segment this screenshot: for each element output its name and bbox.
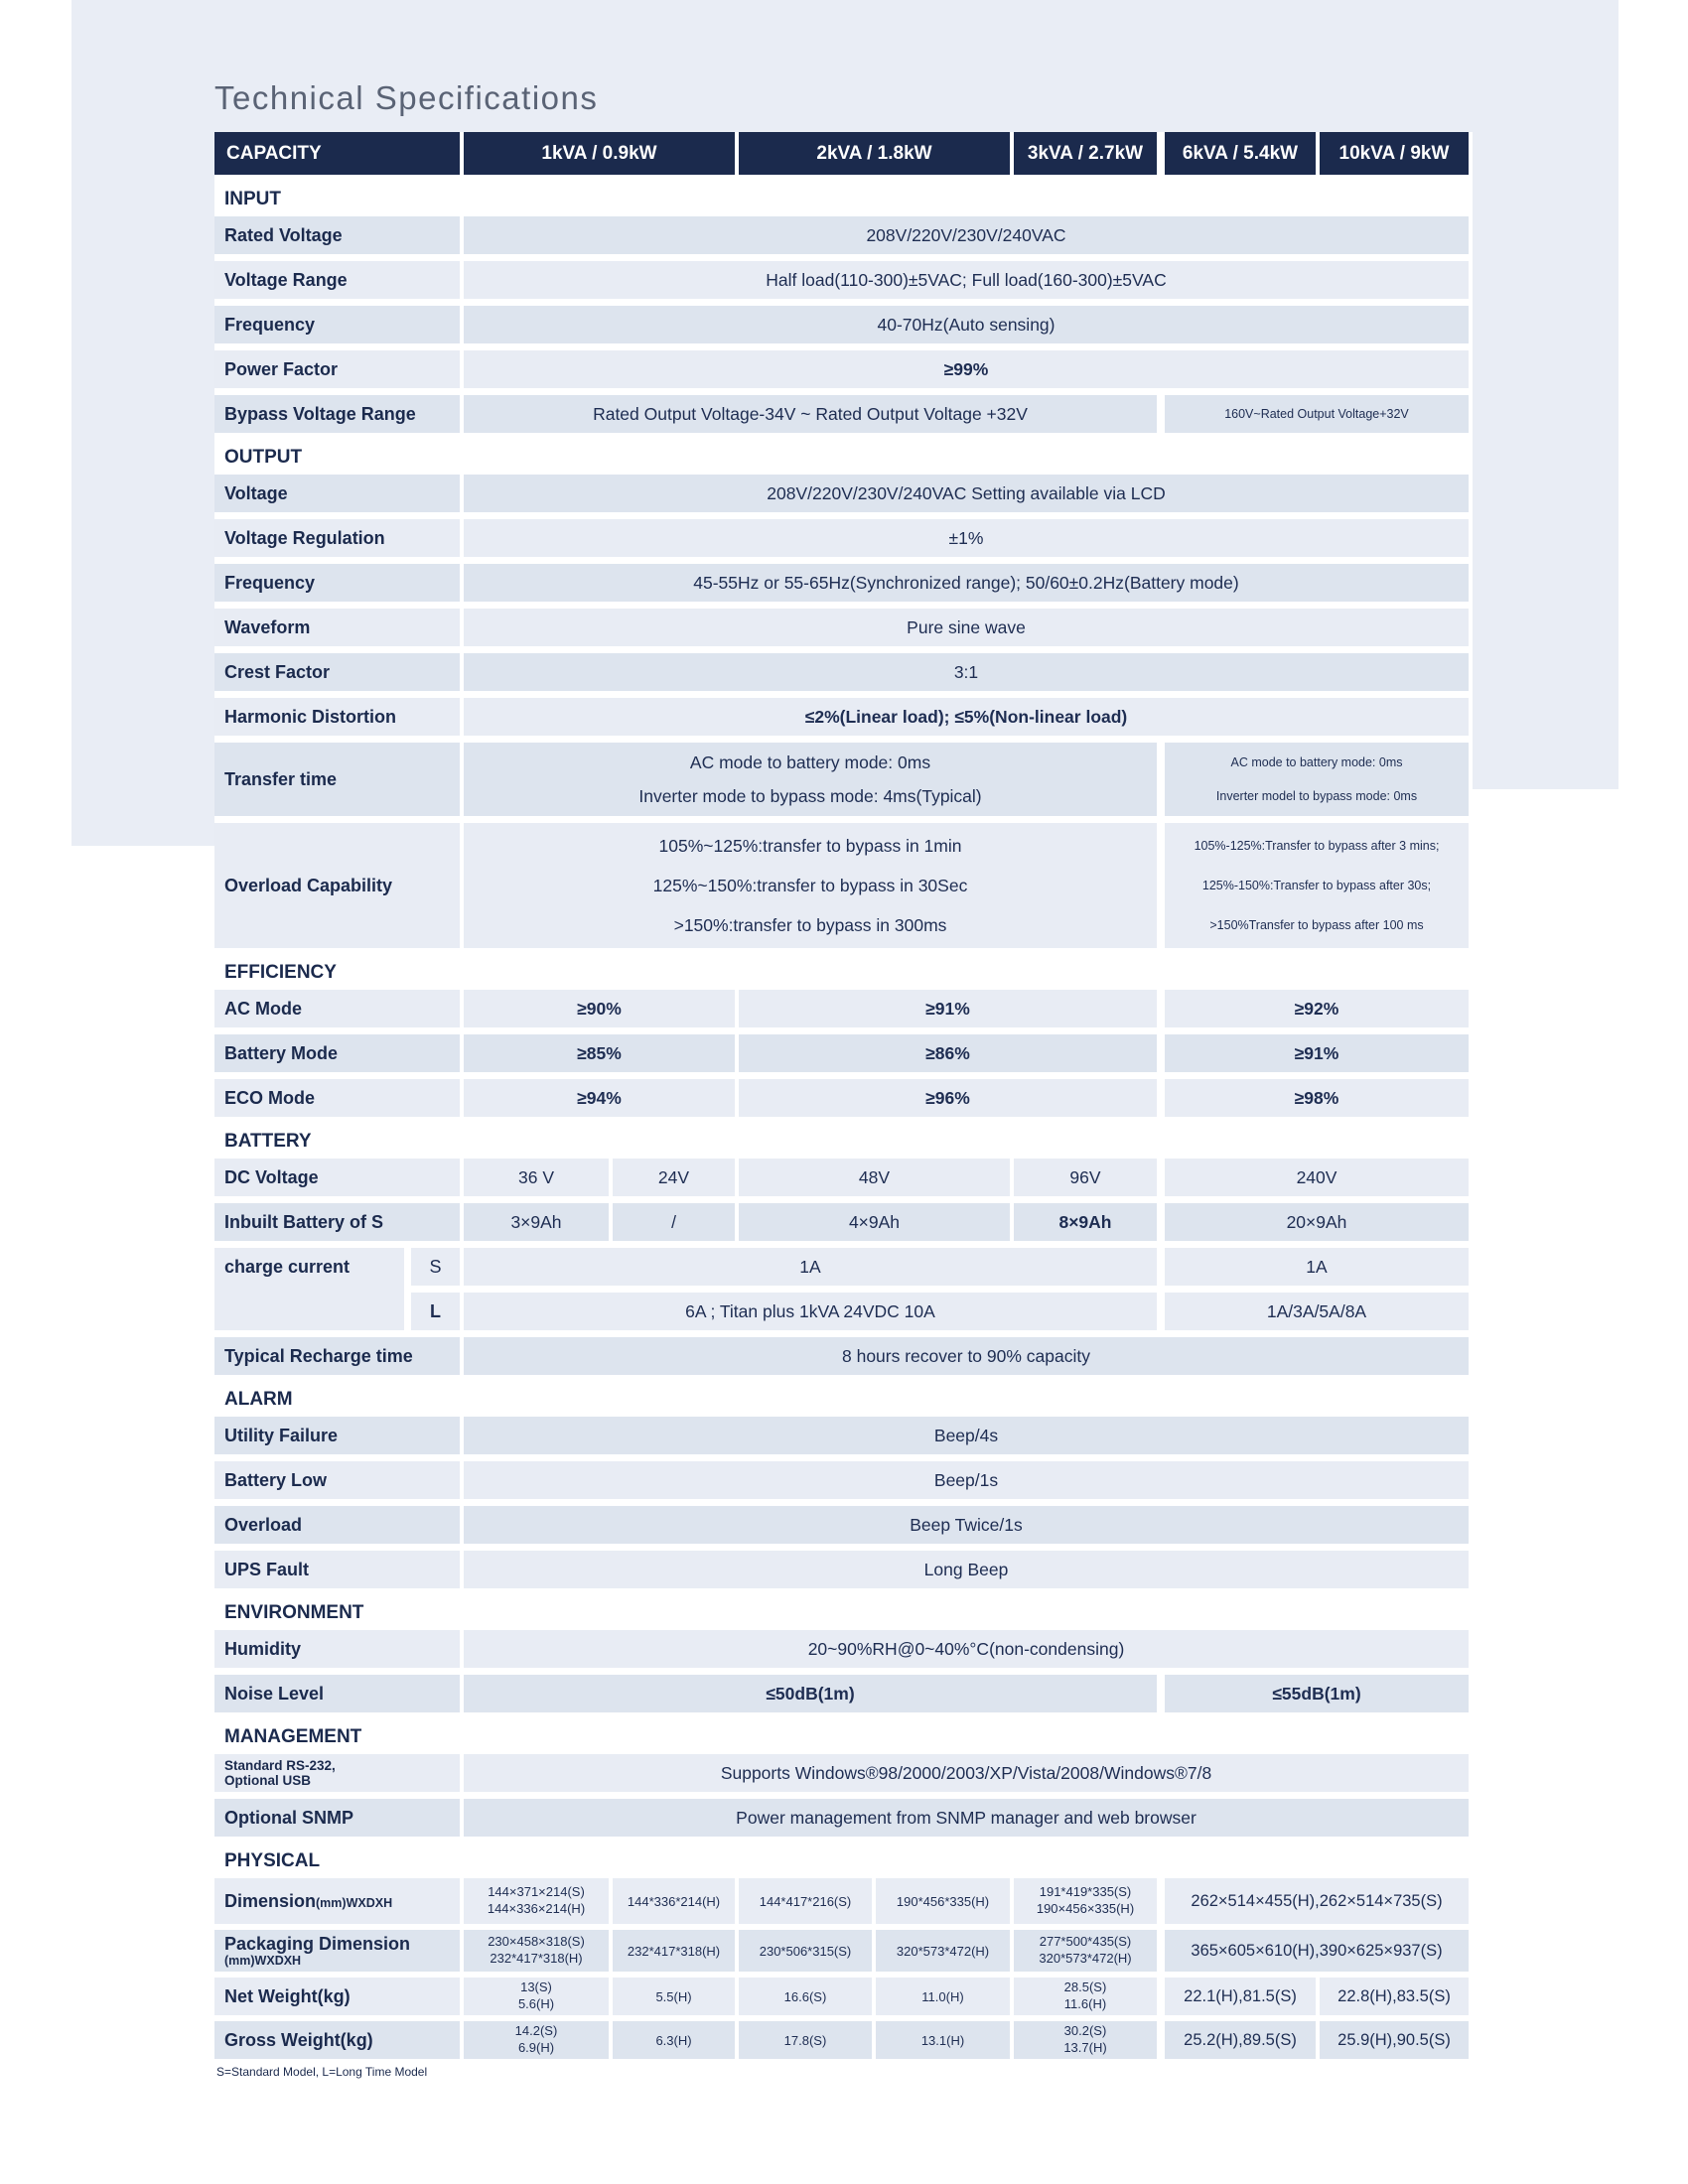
model-header-cell: 6kVA / 5.4kW xyxy=(1165,132,1316,175)
cell-line: 144×336×214(H) xyxy=(487,1901,586,1916)
row-label-text: Overload xyxy=(224,1514,303,1535)
section-title: ALARM xyxy=(224,1389,293,1410)
cell-line: 105%~125%:transfer to bypass in 1min xyxy=(658,835,962,856)
cell-value: 48V xyxy=(739,1159,1010,1196)
cell-value: 3:1 xyxy=(464,653,1469,691)
row-label-text: Harmonic Distortion xyxy=(224,706,397,727)
row-label-text: Overload Capability xyxy=(224,875,393,895)
cell-value: / xyxy=(613,1203,735,1241)
spec-row xyxy=(214,1506,1473,1544)
row-label-wrap xyxy=(224,707,396,727)
row-label-wrap xyxy=(224,1808,353,1828)
row-label-text: Net Weight(kg) xyxy=(224,1985,351,2006)
section-title: MANAGEMENT xyxy=(224,1726,362,1747)
spec-row xyxy=(214,743,1473,816)
spec-row xyxy=(214,1630,1473,1668)
row-label-text: Optional SNMP xyxy=(224,1807,353,1828)
section-title: PHYSICAL xyxy=(224,1850,321,1871)
row-label xyxy=(214,306,460,343)
cell-value: 3×9Ah xyxy=(464,1203,609,1241)
row-label xyxy=(214,261,460,299)
row-label-line xyxy=(224,1934,410,1954)
cell-value: ≥85% xyxy=(464,1034,735,1072)
cell-value xyxy=(1014,1930,1157,1972)
cell-line: 191*419*335(S) xyxy=(1039,1884,1132,1900)
cell-value: ≤55dB(1m) xyxy=(1165,1675,1469,1712)
row-label xyxy=(214,823,460,948)
cell-value: ≥92% xyxy=(1165,990,1469,1027)
cell-value xyxy=(1014,1878,1157,1924)
spec-row xyxy=(214,1754,1473,1792)
cell-value xyxy=(464,743,1157,816)
cell-line: 6.9(H) xyxy=(517,2040,555,2055)
row-label-wrap xyxy=(224,1684,324,1704)
row-label-line xyxy=(224,270,348,290)
cell-value: 20~90%RH@0~40%°C(non-condensing) xyxy=(464,1630,1469,1668)
spec-row xyxy=(214,306,1473,343)
cell-value: 36 V xyxy=(464,1159,609,1196)
row-label-line xyxy=(224,707,396,727)
cell-line: 277*500*435(S) xyxy=(1039,1934,1132,1950)
cell-value: Supports Windows®98/2000/2003/XP/Vista/2008/Windows®7/8 xyxy=(464,1754,1469,1792)
cell-value xyxy=(1165,823,1469,948)
row-label-wrap xyxy=(224,225,343,245)
cell-value: Power management from SNMP manager and web browser xyxy=(464,1799,1469,1837)
cell-value xyxy=(464,1978,609,2015)
row-label-wrap xyxy=(224,1639,301,1659)
cell-line: 105%-125%:Transfer to bypass after 3 mins; xyxy=(1194,839,1440,853)
spec-row xyxy=(214,1978,1473,2015)
cell-line: 232*417*318(H) xyxy=(490,1951,583,1966)
cell-line: AC mode to battery mode: 0ms xyxy=(1230,755,1403,769)
row-label-wrap xyxy=(224,662,330,682)
row-label-text: Inbuilt Battery of S xyxy=(224,1211,384,1232)
row-label-line xyxy=(224,1986,351,2006)
row-label-wrap xyxy=(224,2030,373,2050)
row-label-text: Waveform xyxy=(224,616,311,637)
spec-row xyxy=(214,1159,1473,1196)
row-label xyxy=(214,1630,460,1668)
cell-value: 96V xyxy=(1014,1159,1157,1196)
spec-row xyxy=(214,2021,1473,2059)
model-header-cell: 3kVA / 2.7kW xyxy=(1014,132,1157,175)
spec-row xyxy=(214,261,1473,299)
cell-line: 190×456×335(H) xyxy=(1036,1901,1135,1916)
section-title: EFFICIENCY xyxy=(224,962,337,983)
row-label-line xyxy=(224,1167,319,1187)
row-label xyxy=(214,609,460,646)
row-label-text: ECO Mode xyxy=(224,1087,316,1108)
cell-value: ≤2%(Linear load); ≤5%(Non-linear load) xyxy=(464,698,1469,736)
row-label xyxy=(214,743,460,816)
cell-line: 28.5(S) xyxy=(1063,1979,1107,1995)
row-label-text: Humidity xyxy=(224,1638,302,1659)
row-label xyxy=(214,1417,460,1454)
row-label-wrap xyxy=(224,1758,336,1788)
row-label-wrap xyxy=(224,1470,327,1490)
row-label xyxy=(214,1551,460,1588)
row-label-line xyxy=(224,483,288,503)
row-label-wrap xyxy=(224,573,315,593)
row-label-text: Power Factor xyxy=(224,358,339,379)
row-label-line xyxy=(224,769,337,789)
row-label-wrap xyxy=(224,769,337,789)
section-title: INPUT xyxy=(224,189,281,209)
row-label xyxy=(214,216,460,254)
spec-row xyxy=(214,653,1473,691)
row-label xyxy=(214,1799,460,1837)
row-label xyxy=(214,1675,460,1712)
cell-value xyxy=(464,2021,609,2059)
row-label-text: Rated Voltage xyxy=(224,224,343,245)
row-label xyxy=(214,990,460,1027)
row-label xyxy=(214,1506,460,1544)
row-label xyxy=(214,1878,460,1924)
cell-value: 160V~Rated Output Voltage+32V xyxy=(1165,395,1469,433)
spec-row xyxy=(214,1079,1473,1117)
row-label-line xyxy=(224,1515,302,1535)
cell-line: 13(S) xyxy=(520,1979,552,1995)
spec-row xyxy=(214,1799,1473,1837)
row-label-wrap xyxy=(224,617,310,637)
spec-row xyxy=(214,823,1473,948)
cell-line: 125%~150%:transfer to bypass in 30Sec xyxy=(652,875,968,895)
row-label-wrap xyxy=(224,483,288,503)
row-label-line xyxy=(224,1043,338,1063)
row-label xyxy=(214,1159,460,1196)
row-label-text: Voltage xyxy=(224,482,288,503)
row-label-wrap xyxy=(224,528,385,548)
cell-value: 1A xyxy=(1165,1248,1469,1286)
cell-line: 11.6(H) xyxy=(1063,1996,1107,2011)
cell-value xyxy=(464,823,1157,948)
row-label-text: Frequency xyxy=(224,314,316,335)
cell-value: 240V xyxy=(1165,1159,1469,1196)
row-label-line xyxy=(224,528,385,548)
cell-value: 40-70Hz(Auto sensing) xyxy=(464,306,1469,343)
row-label-wrap xyxy=(224,1515,302,1535)
row-label-wrap xyxy=(224,359,338,379)
cell-value: 25.2(H),89.5(S) xyxy=(1165,2021,1316,2059)
cell-value: ≥94% xyxy=(464,1079,735,1117)
cell-line: 320*573*472(H) xyxy=(1039,1951,1132,1966)
row-label-wrap xyxy=(224,404,416,424)
row-label-line xyxy=(224,573,315,593)
row-label-text: Transfer time xyxy=(224,768,338,789)
cell-value: ≥90% xyxy=(464,990,735,1027)
row-label-text: Battery Mode xyxy=(224,1042,339,1063)
cell-value: 208V/220V/230V/240VAC Setting available via LCD xyxy=(464,475,1469,512)
row-label-text: DC Voltage xyxy=(224,1166,319,1187)
row-label-text: Typical Recharge time xyxy=(224,1345,413,1366)
row-label-wrap xyxy=(224,1212,383,1232)
row-label-line xyxy=(224,2030,373,2050)
cell-value: 6A ; Titan plus 1kVA 24VDC 10A xyxy=(464,1293,1157,1330)
row-label xyxy=(214,1337,460,1375)
cell-value: Long Beep xyxy=(464,1551,1469,1588)
cell-value: ≥91% xyxy=(739,990,1157,1027)
cell-value: ≥99% xyxy=(464,350,1469,388)
row-label-wrap xyxy=(224,999,302,1019)
row-label-line xyxy=(224,1891,392,1911)
row-label-wrap xyxy=(224,1426,338,1445)
cell-value: Beep/4s xyxy=(464,1417,1469,1454)
row-label-wrap xyxy=(224,1560,309,1579)
cell-value: 230*506*315(S) xyxy=(739,1930,872,1972)
row-label-line xyxy=(224,359,338,379)
cell-value: Pure sine wave xyxy=(464,609,1469,646)
cell-line: Inverter mode to bypass mode: 4ms(Typical) xyxy=(638,785,982,806)
cell-value: 8×9Ah xyxy=(1014,1203,1157,1241)
row-label-text: Gross Weight(kg) xyxy=(224,2029,373,2050)
cell-value: ≥86% xyxy=(739,1034,1157,1072)
cell-value: Half load(110-300)±5VAC; Full load(160-300)±5VAC xyxy=(464,261,1469,299)
row-label-line xyxy=(224,1758,336,1773)
spec-row-group xyxy=(214,1248,1473,1330)
cell-value: 11.0(H) xyxy=(876,1978,1010,2015)
row-label-suffix: (mm)WXDXH xyxy=(316,1895,393,1910)
cell-value: 1A/3A/5A/8A xyxy=(1165,1293,1469,1330)
row-label xyxy=(214,395,460,433)
spec-row xyxy=(214,1930,1473,1972)
row-label-text: Utility Failure xyxy=(224,1425,339,1445)
row-label-secondary: Optional USB xyxy=(224,1773,311,1788)
cell-value: ≤50dB(1m) xyxy=(464,1675,1157,1712)
cell-line: AC mode to battery mode: 0ms xyxy=(689,751,931,772)
sub-row-key: L xyxy=(411,1293,460,1330)
cell-value: 1A xyxy=(464,1248,1157,1286)
row-label-wrap xyxy=(224,876,392,895)
cell-line: >150%Transfer to bypass after 100 ms xyxy=(1209,918,1424,932)
cell-line: 5.6(H) xyxy=(517,1996,555,2011)
row-label-line xyxy=(224,225,343,245)
row-label-text: AC Mode xyxy=(224,998,302,1019)
cell-line: 30.2(S) xyxy=(1063,2023,1107,2039)
row-label-line xyxy=(224,1639,301,1659)
row-label-text: Crest Factor xyxy=(224,661,331,682)
cell-value: 45-55Hz or 55-65Hz(Synchronized range); 50/60±0.2Hz(Battery mode) xyxy=(464,564,1469,602)
row-label-line xyxy=(224,1560,309,1579)
table-header-row xyxy=(214,132,1473,175)
cell-value: Beep Twice/1s xyxy=(464,1506,1469,1544)
row-label xyxy=(214,653,460,691)
row-label-line xyxy=(224,1088,315,1108)
cell-value: 8 hours recover to 90% capacity xyxy=(464,1337,1469,1375)
cell-value: 5.5(H) xyxy=(613,1978,735,2015)
cell-value: 208V/220V/230V/240VAC xyxy=(464,216,1469,254)
cell-value xyxy=(464,1930,609,1972)
row-label-text: Noise Level xyxy=(224,1683,325,1704)
model-header-cell: 2kVA / 1.8kW xyxy=(739,132,1010,175)
cell-line: >150%:transfer to bypass in 300ms xyxy=(673,914,947,935)
row-label-line xyxy=(224,404,416,424)
spec-row xyxy=(214,475,1473,512)
row-label xyxy=(214,1930,460,1972)
row-label-text: Dimension xyxy=(224,1890,317,1911)
row-label xyxy=(214,1978,460,2015)
row-label-line xyxy=(224,1212,383,1232)
cell-value: 20×9Ah xyxy=(1165,1203,1469,1241)
cell-value: 17.8(S) xyxy=(739,2021,872,2059)
spec-row xyxy=(214,1337,1473,1375)
spec-row xyxy=(214,216,1473,254)
row-label-wrap xyxy=(224,1891,392,1911)
row-label xyxy=(214,698,460,736)
spec-row xyxy=(214,350,1473,388)
row-label xyxy=(214,1461,460,1499)
cell-value: ±1% xyxy=(464,519,1469,557)
model-header-cell: 1kVA / 0.9kW xyxy=(464,132,735,175)
row-label-line xyxy=(224,876,392,895)
cell-value: 190*456*335(H) xyxy=(876,1878,1010,1924)
cell-value: 144*336*214(H) xyxy=(613,1878,735,1924)
cell-value: 6.3(H) xyxy=(613,2021,735,2059)
spec-row xyxy=(214,990,1473,1027)
row-label-text: Bypass Voltage Range xyxy=(224,403,416,424)
spec-row xyxy=(214,1417,1473,1454)
row-label xyxy=(214,475,460,512)
row-label-line xyxy=(224,662,330,682)
cell-value: 262×514×455(H),262×514×735(S) xyxy=(1165,1878,1469,1924)
spec-row xyxy=(214,1675,1473,1712)
cell-value: 13.1(H) xyxy=(876,2021,1010,2059)
background-panel-tail xyxy=(71,789,214,846)
cell-value: Beep/1s xyxy=(464,1461,1469,1499)
row-label-wrap xyxy=(224,1346,413,1366)
cell-value: 320*573*472(H) xyxy=(876,1930,1010,1972)
cell-value: 144*417*216(S) xyxy=(739,1878,872,1924)
cell-line: 144×371×214(S) xyxy=(488,1884,585,1900)
row-label-line xyxy=(224,1470,327,1490)
row-label xyxy=(214,1248,404,1330)
row-label-text: Frequency xyxy=(224,572,316,593)
spec-sub-row xyxy=(404,1248,1469,1286)
row-label xyxy=(214,519,460,557)
row-label-line xyxy=(224,315,315,335)
row-label-text: charge current xyxy=(224,1256,351,1277)
section-title: OUTPUT xyxy=(224,447,303,468)
capacity-header-cell: CAPACITY xyxy=(214,132,460,175)
cell-value: 22.1(H),81.5(S) xyxy=(1165,1978,1316,2015)
sub-rows xyxy=(404,1248,1469,1330)
cell-line: 14.2(S) xyxy=(514,2023,558,2039)
page-title: Technical Specifications xyxy=(214,79,599,116)
cell-value: 4×9Ah xyxy=(739,1203,1010,1241)
row-label-line xyxy=(224,1684,324,1704)
cell-value: 24V xyxy=(613,1159,735,1196)
cell-value: Rated Output Voltage-34V ~ Rated Output Voltage +32V xyxy=(464,395,1157,433)
row-label xyxy=(214,1034,460,1072)
cell-value xyxy=(1014,2021,1157,2059)
cell-value xyxy=(1165,743,1469,816)
row-label-line xyxy=(224,1426,338,1445)
row-label-line xyxy=(224,1346,413,1366)
cell-value xyxy=(464,1878,609,1924)
row-label-wrap xyxy=(224,1167,319,1187)
row-label-line xyxy=(224,999,302,1019)
spec-row xyxy=(214,698,1473,736)
cell-line: 13.7(H) xyxy=(1063,2040,1107,2055)
row-label-wrap xyxy=(224,1934,410,1968)
row-label-line xyxy=(224,617,310,637)
row-label-text: Voltage Regulation xyxy=(224,527,385,548)
cell-value: 25.9(H),90.5(S) xyxy=(1320,2021,1469,2059)
cell-value: 232*417*318(H) xyxy=(613,1930,735,1972)
row-label-wrap xyxy=(224,1986,351,2006)
spec-row xyxy=(214,395,1473,433)
model-legend: S=Standard Model, L=Long Time Model xyxy=(216,2065,428,2079)
sub-row-key: S xyxy=(411,1248,460,1286)
row-label xyxy=(214,1203,460,1241)
row-label-wrap xyxy=(224,270,348,290)
cell-value: ≥98% xyxy=(1165,1079,1469,1117)
row-label-wrap xyxy=(224,1088,315,1108)
cell-value: ≥91% xyxy=(1165,1034,1469,1072)
model-header-cell: 10kVA / 9kW xyxy=(1320,132,1469,175)
row-label-text: Packaging Dimension xyxy=(224,1933,411,1954)
spec-row xyxy=(214,1878,1473,1924)
spec-sub-row xyxy=(404,1293,1469,1330)
row-label-text: UPS Fault xyxy=(224,1559,310,1579)
spec-table xyxy=(214,132,1473,2059)
cell-value: ≥96% xyxy=(739,1079,1157,1117)
row-label-text: Voltage Range xyxy=(224,269,348,290)
spec-row xyxy=(214,564,1473,602)
spec-row xyxy=(214,1461,1473,1499)
spec-row xyxy=(214,609,1473,646)
spec-row xyxy=(214,519,1473,557)
row-label-secondary: (mm)WXDXH xyxy=(224,1954,302,1969)
row-label-wrap xyxy=(224,315,315,335)
row-label-line xyxy=(224,1808,353,1828)
spec-row xyxy=(214,1203,1473,1241)
row-label-text: Battery Low xyxy=(224,1469,328,1490)
section-title: ENVIRONMENT xyxy=(224,1602,364,1623)
cell-value: 16.6(S) xyxy=(739,1978,872,2015)
section-title: BATTERY xyxy=(224,1131,312,1152)
row-label xyxy=(214,564,460,602)
row-label-text: Standard RS-232, xyxy=(224,1757,336,1773)
row-label xyxy=(214,350,460,388)
row-label xyxy=(214,2021,460,2059)
cell-value: 22.8(H),83.5(S) xyxy=(1320,1978,1469,2015)
cell-line: 125%-150%:Transfer to bypass after 30s; xyxy=(1201,879,1432,892)
cell-line: Inverter model to bypass mode: 0ms xyxy=(1215,789,1418,803)
row-label xyxy=(214,1079,460,1117)
spec-row xyxy=(214,1034,1473,1072)
cell-value: 365×605×610(H),390×625×937(S) xyxy=(1165,1930,1469,1972)
row-label xyxy=(214,1754,460,1792)
cell-value xyxy=(1014,1978,1157,2015)
row-label-wrap xyxy=(224,1043,338,1063)
cell-line: 230×458×318(S) xyxy=(488,1934,585,1950)
spec-row xyxy=(214,1551,1473,1588)
